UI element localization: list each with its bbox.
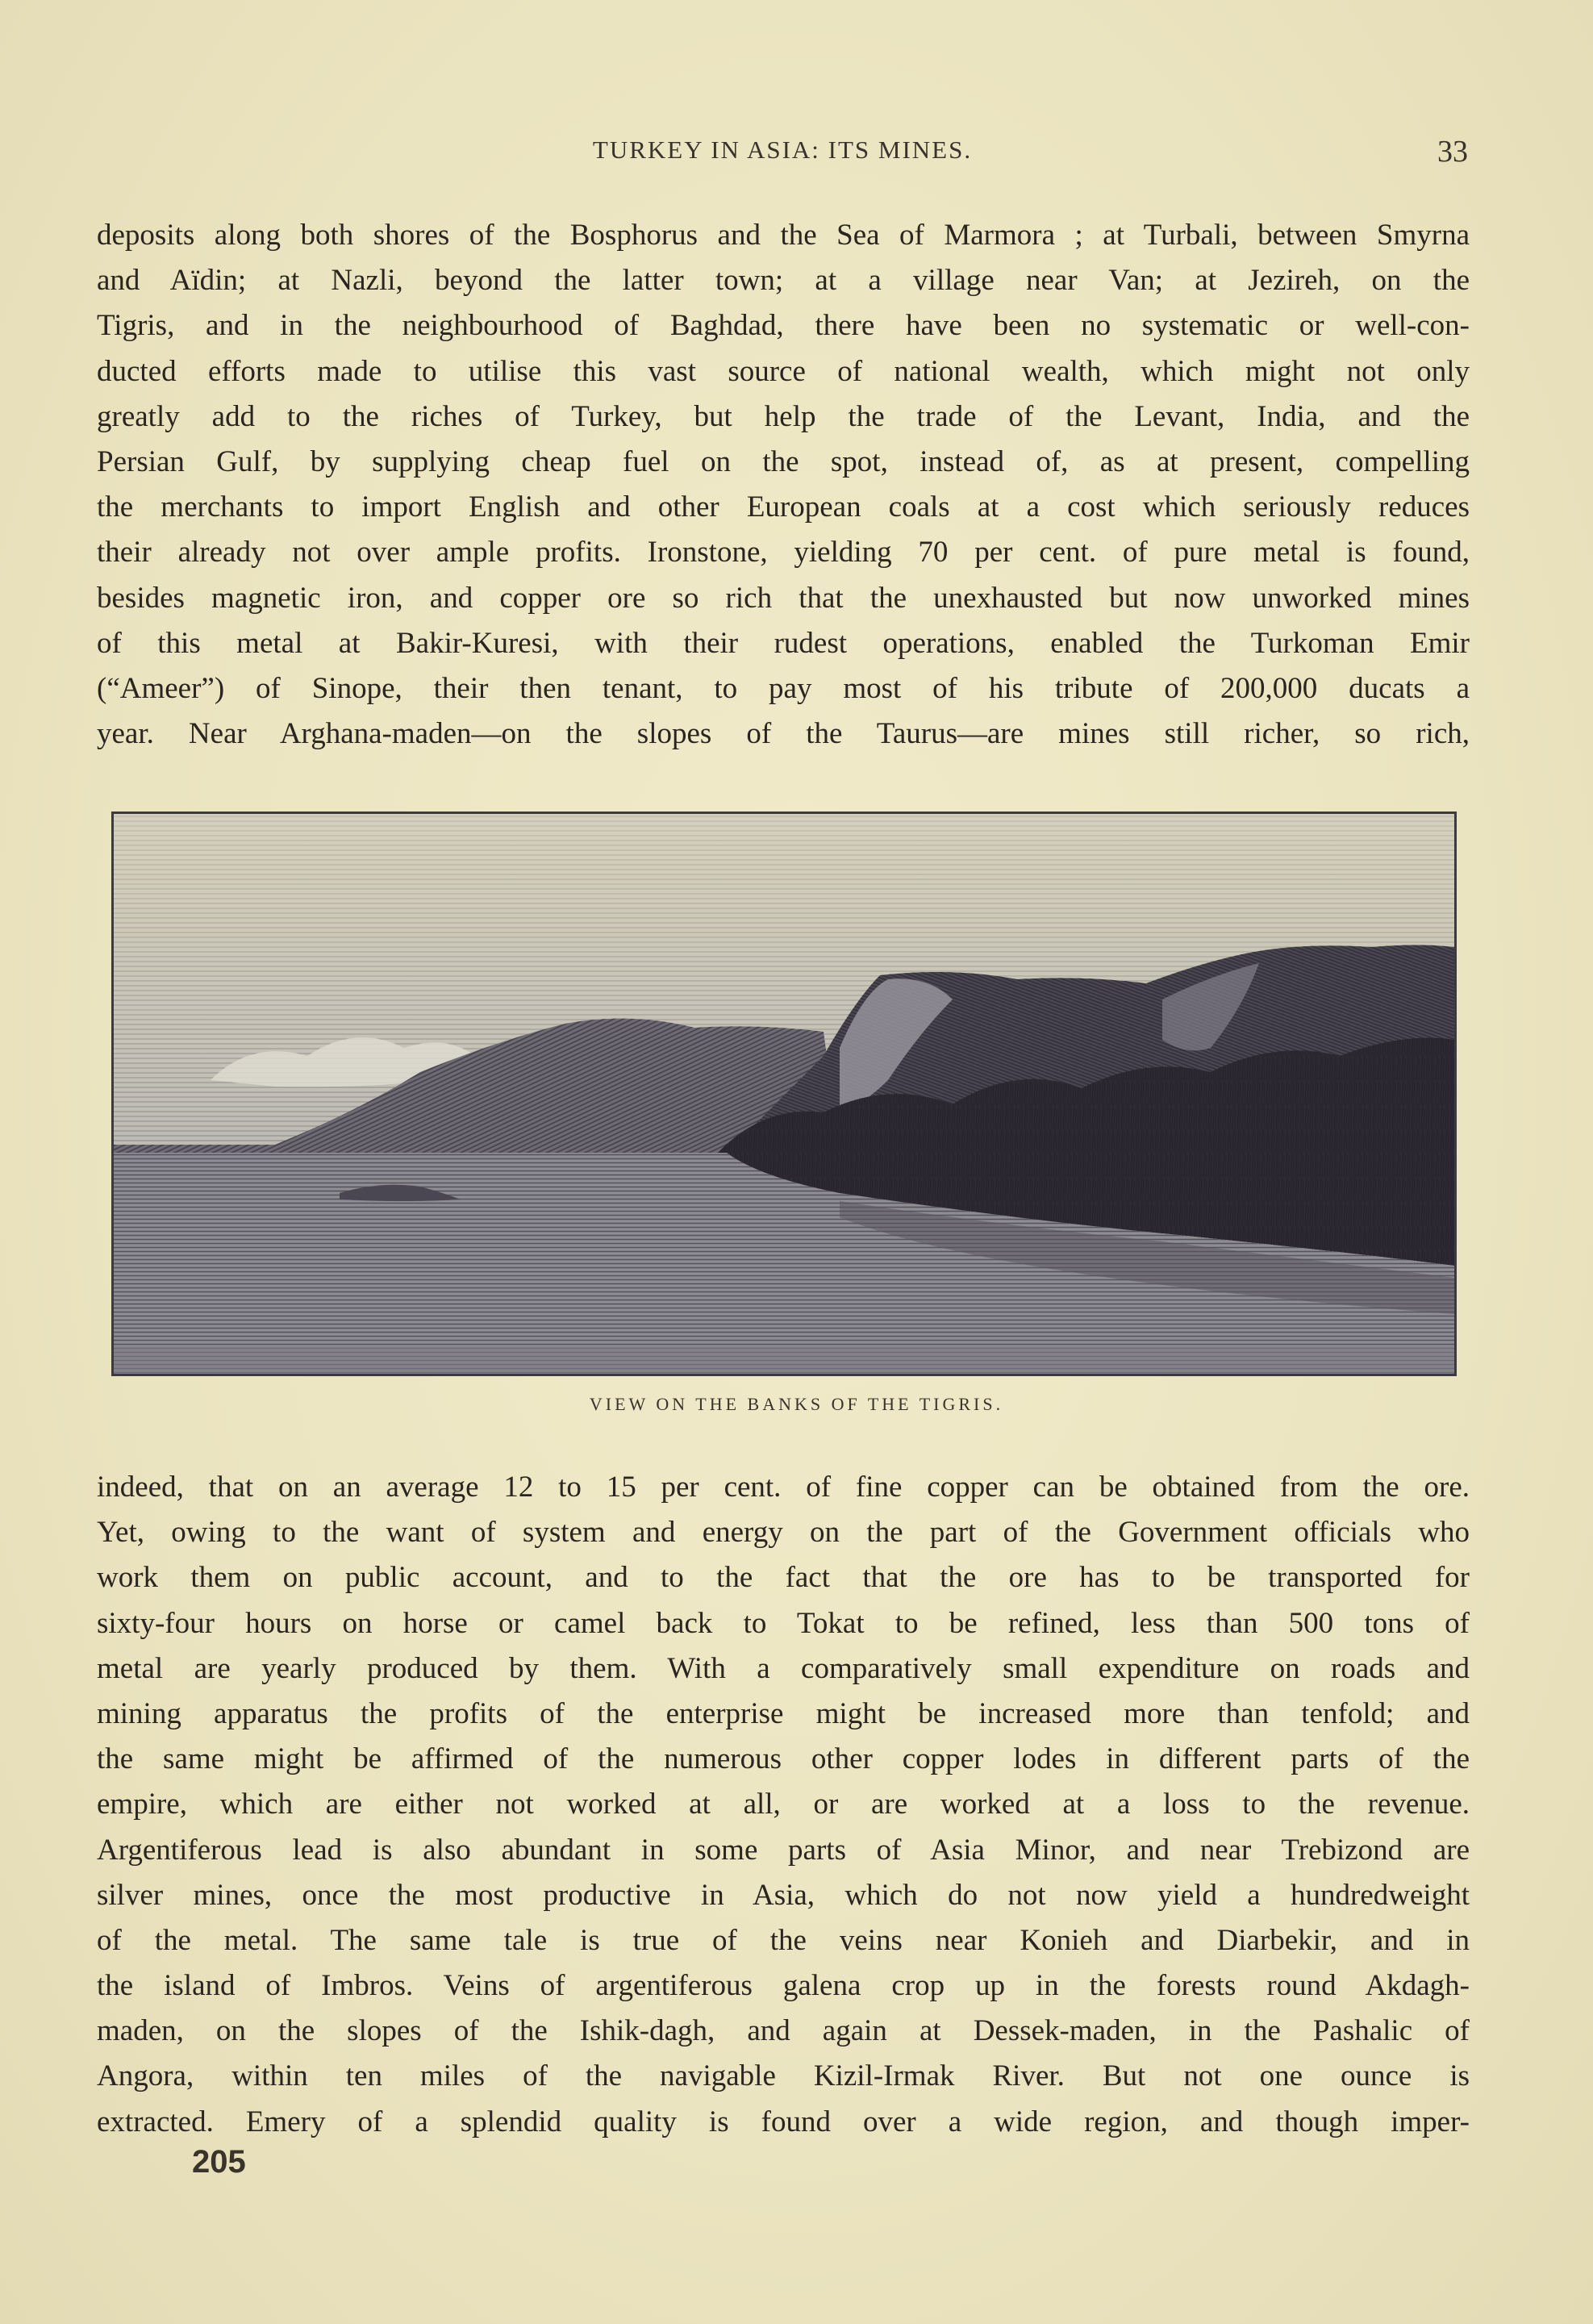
text-line: Angora, within ten miles of the navigable Kizil-Irmak River. But not one ounce is	[97, 2059, 1470, 2093]
text-line: year. Near Arghana-maden—on the slopes of the Taurus—are mines still richer, so rich,	[97, 717, 1470, 751]
text-line: work them on public account, and to the fact that the ore has to be transported for	[97, 1561, 1470, 1595]
engraving-illustration	[111, 812, 1457, 1376]
text-line: Tigris, and in the neighbourhood of Baghdad, there have been no systematic or well-con-	[97, 309, 1470, 343]
text-line: and Aïdin; at Nazli, beyond the latter town; at a village near Van; at Jezireh, on the	[97, 264, 1470, 298]
running-title: TURKEY IN ASIA: ITS MINES.	[592, 136, 973, 164]
text-line: maden, on the slopes of the Ishik-dagh, and again at Dessek-maden, in the Pashalic of	[97, 2014, 1470, 2048]
text-line: Argentiferous lead is also abundant in some parts of Asia Minor, and near Trebizond are	[97, 1833, 1470, 1867]
figure-caption: VIEW ON THE BANKS OF THE TIGRIS.	[589, 1394, 1004, 1414]
text-line: the merchants to import English and other European coals at a cost which seriously reduces	[97, 490, 1470, 524]
text-line: Persian Gulf, by supplying cheap fuel on the spot, instead of, as at present, compelling	[97, 444, 1470, 478]
body-text-bottom	[97, 1465, 1470, 2145]
text-line: indeed, that on an average 12 to 15 per cent. of fine copper can be obtained from the ore.	[97, 1471, 1470, 1504]
text-line: deposits along both shores of the Bosphorus and the Sea of Marmora ; at Turbali, between Smyrna	[97, 219, 1470, 252]
printer-signature-mark: 205	[192, 2144, 246, 2180]
page-number: 33	[1437, 135, 1468, 169]
text-line: extracted. Emery of a splendid quality is found over a wide region, and though imper-	[97, 2105, 1470, 2138]
text-line: greatly add to the riches of Turkey, but help the trade of the Levant, India, and the	[97, 399, 1470, 433]
text-line: metal are yearly produced by them. With a comparatively small expenditure on roads and	[97, 1651, 1470, 1685]
text-line: of this metal at Bakir-Kuresi, with their rudest operations, enabled the Turkoman Emir	[97, 626, 1470, 660]
text-line: sixty-four hours on horse or camel back to Tokat to be refined, less than 500 tons of	[97, 1606, 1470, 1640]
running-head	[97, 136, 1468, 168]
text-line: of the metal. The same tale is true of the veins near Konieh and Diarbekir, and in	[97, 1923, 1470, 1957]
body-text-top	[97, 213, 1470, 757]
text-line: mining apparatus the profits of the enterprise might be increased more than tenfold; and	[97, 1696, 1470, 1730]
tigris-landscape-engraving	[114, 814, 1454, 1374]
text-line: Yet, owing to the want of system and energy on the part of the Government officials who	[97, 1516, 1470, 1550]
text-line: (“Ameer”) of Sinope, their then tenant, to pay most of his tribute of 200,000 ducats a	[97, 671, 1470, 705]
text-line: the island of Imbros. Veins of argentiferous galena crop up in the forests round Akdagh-	[97, 1969, 1470, 2003]
text-line: empire, which are either not worked at all, or are worked at a loss to the revenue.	[97, 1788, 1470, 1821]
text-line: ducted efforts made to utilise this vast source of national wealth, which might not only	[97, 354, 1470, 388]
text-line: their already not over ample profits. Ironstone, yielding 70 per cent. of pure metal is found,	[97, 536, 1470, 570]
text-line: silver mines, once the most productive in Asia, which do not now yield a hundredweight	[97, 1878, 1470, 1912]
text-line: besides magnetic iron, and copper ore so rich that the unexhausted but now unworked mines	[97, 581, 1470, 615]
text-line: the same might be affirmed of the numerous other copper lodes in different parts of the	[97, 1742, 1470, 1776]
